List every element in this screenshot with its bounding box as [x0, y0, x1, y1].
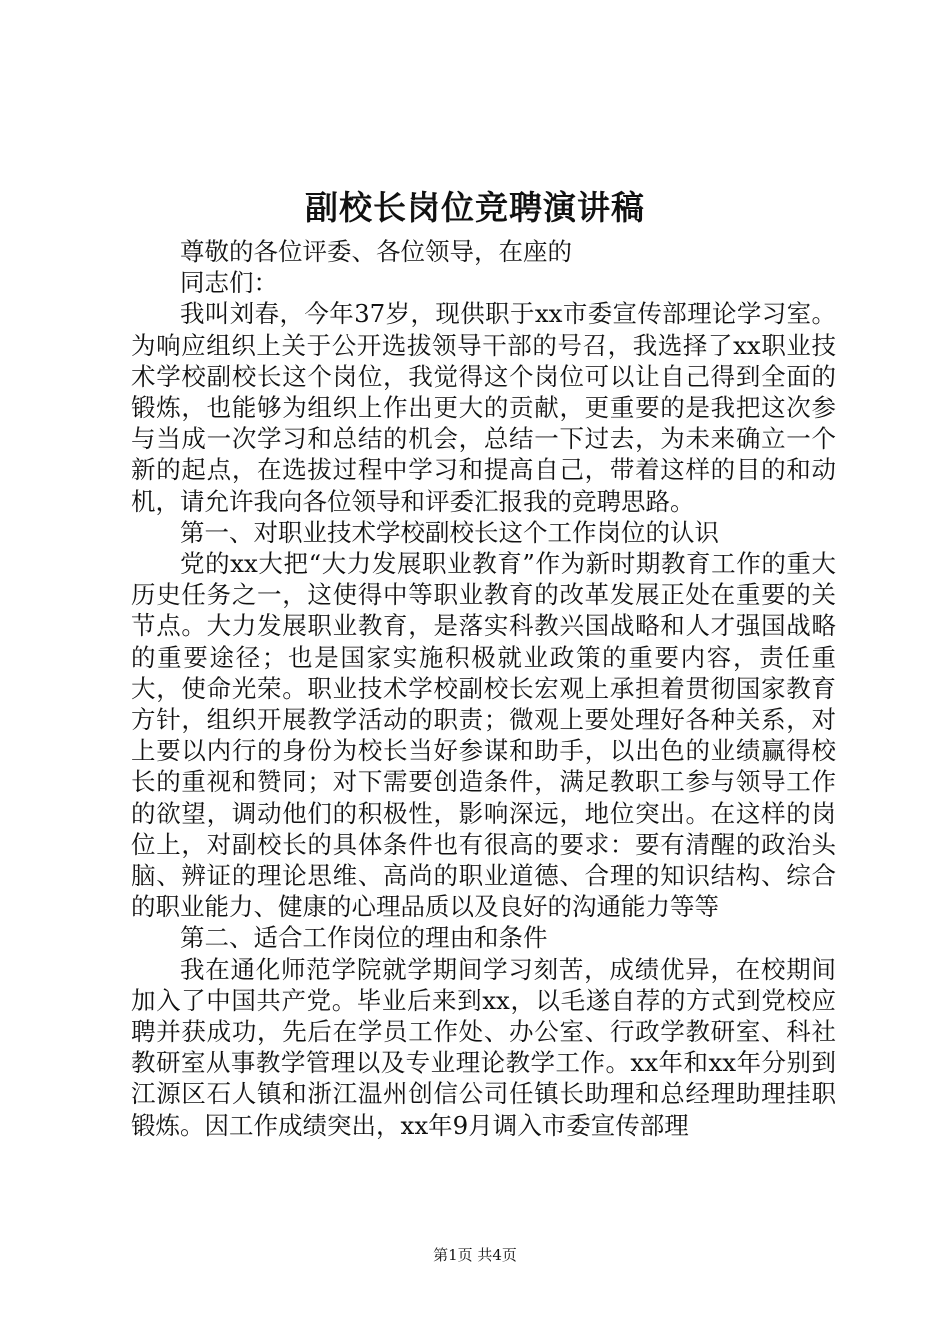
section-heading-2: 第二、适合工作岗位的理由和条件	[180, 923, 548, 953]
paragraph-introduction: 我叫刘春，今年37岁，现供职于xx市委宣传部理论学习室。为响应组织上关于公开选拔领导干部的号召，我选择了xx职业技术学校副校长这个岗位，我觉得这个岗位可以让自己得到全面的锻炼，也能够为组织上作出更大的贡献，更重要的是我把这次参与当成一次学习和总结的机会，总结一下过去，为未来确立一个新的起点，在选拔过程中学习和提高自己，带着这样的目的和动机，请允许我向各位领导和评委汇报我的竞聘思路。	[131, 299, 836, 516]
document-body	[131, 236, 836, 1141]
paragraph-section-1: 党的xx大把“大力发展职业教育”作为新时期教育工作的重大历史任务之一，这使得中等职业教育的改革发展正处在重要的关节点。大力发展职业教育，是落实科教兴国战略和人才强国战略的重要途径；也是国家实施积极就业政策的重要内容，责任重大，使命光荣。职业技术学校副校长宏观上承担着贯彻国家教育方针，组织开展教学活动的职责；微观上要处理好各种关系，对上要以内行的身份为校长当好参谋和助手，以出色的业绩赢得校长的重视和赞同；对下需要创造条件，满足教职工参与领导工作的欲望，调动他们的积极性，影响深远，地位突出。在这样的岗位上，对副校长的具体条件也有很高的要求：要有清醒的政治头脑、辨证的理论思维、高尚的职业道德、合理的知识结构、综合的职业能力、健康的心理品质以及良好的沟通能力等等	[131, 549, 836, 922]
page-footer: 第1页 共4页	[433, 1246, 517, 1264]
paragraph-salutation: 尊敬的各位评委、各位领导，在座的	[180, 237, 572, 266]
paragraph-salutation-cont: 同志们：	[180, 268, 278, 298]
paragraph-section-2: 我在通化师范学院就学期间学习刻苦，成绩优异，在校期间加入了中国共产党。毕业后来到xx，以毛遂自荐的方式到党校应聘并获成功，先后在学员工作处、办公室、行政学教研室、科社教研室从事教学管理以及专业理论教学工作。xx年和xx年分别到江源区石人镇和浙江温州创信公司任镇长助理和总经理助理挂职锻炼。因工作成绩突出，xx年9月调入市委宣传部理	[131, 954, 836, 1140]
document-title: 副校长岗位竞聘演讲稿	[305, 188, 645, 227]
section-heading-1: 第一、对职业技术学校副校长这个工作岗位的认识	[180, 517, 719, 547]
